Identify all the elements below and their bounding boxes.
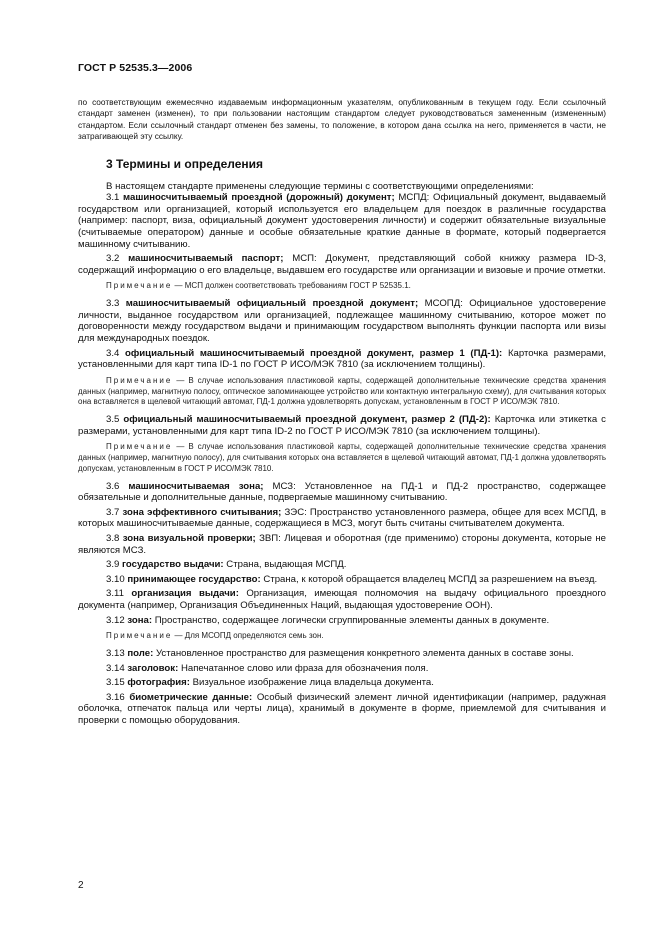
term-definition [78, 414, 606, 437]
term-number: 3.16 [106, 691, 125, 703]
note-text: — В случае использования пластиковой карты, содержащей дополнительные технические средства хранения данных (например, магнитную полосу), для считывания которых она вставляется в щелевой читающий автомат, ПД-1 должна удовлетворять допускам, установленным в ГОСТ Р ИСО/МЭК 7810. [78, 442, 606, 473]
term-name: государство выдачи: [122, 559, 224, 571]
term-name: заголовок: [127, 662, 179, 674]
term-number: 3.9 [106, 559, 120, 571]
term-number: 3.11 [106, 588, 124, 600]
note-text: — Для МСОПД определяются семь зон. [174, 631, 324, 641]
term-name: машиносчитываемый проездной (дорожный) документ; [123, 192, 395, 204]
term-definition [78, 348, 606, 371]
intro-paragraph [78, 97, 606, 143]
term-definition [78, 298, 606, 344]
note-paragraph [78, 281, 606, 292]
note-label: Примечание [106, 281, 173, 291]
note-paragraph [78, 376, 606, 408]
document-page [78, 62, 606, 730]
note-label: Примечание [106, 375, 173, 385]
term-definition [78, 648, 606, 660]
note-text: — МСП должен соответствовать требованиям ГОСТ Р 52535.1. [174, 281, 411, 291]
term-name: зона эффективного считывания; [122, 506, 282, 518]
term-text: Карточка или этикетка с размерами, установленными для карт типа ID-2 по ГОСТ Р ИСО/МЭК 7810 (за исключением толщины). [78, 414, 606, 437]
term-number: 3.13 [106, 648, 125, 660]
term-text: Напечатанное слово или фраза для обозначения поля. [180, 662, 429, 674]
term-definition [78, 559, 606, 571]
term-definition [78, 574, 606, 586]
lead-paragraph: В настоящем стандарте применены следующие термины с соответствующими определениями: [106, 180, 534, 192]
term-definition [78, 615, 606, 627]
term-text: МСЗ: Установленное на ПД-1 и ПД-2 пространство, содержащее обязательные и дополнительные данные, подвергаемые машинному считыванию. [78, 480, 606, 504]
term-number: 3.8 [106, 533, 120, 545]
term-definition [78, 481, 606, 504]
term-name: принимающее государство: [127, 573, 261, 585]
note-text: — В случае использования пластиковой карты, содержащей дополнительные технические средства хранения данных (например, магнитную полосу, оптическое запоминающее устройство или контактную интегральную схему), для считывания которых она вставляется в щелевой читающий автомат, ПД-1 должна удовлетворять допускам, установленным в ГОСТ Р ИСО/МЭК 7810. [78, 375, 606, 407]
term-definition [78, 692, 606, 727]
note-label: Примечание [106, 631, 173, 641]
term-text: Пространство, содержащее логически сгруппированные элементы данных в документе. [154, 614, 550, 626]
term-definition [78, 677, 606, 689]
term-text: Карточка размерами, установленными для карт типа ID-1 по ГОСТ Р ИСО/МЭК 7810 (за исключением толщины). [78, 347, 606, 371]
term-name: машиносчитываемый паспорт; [128, 253, 284, 265]
term-name: организация выдачи: [131, 588, 239, 600]
term-text: Особый физический элемент личной идентификации (например, радужная оболочка, отпечаток пальца или черты лица), хранимый в документе в форме, приемлемой для считывания и проверки с помощью оборудования. [78, 691, 606, 726]
term-number: 3.7 [106, 506, 120, 518]
term-definition [78, 253, 606, 276]
note-paragraph [78, 442, 606, 474]
term-definition [78, 663, 606, 675]
term-name: зона визуальной проверки; [122, 533, 256, 545]
intro-text: по соответствующим ежемесячно издаваемым информационным указателям, опубликованным в текущем году. Если ссылочный стандарт заменен (изменен), то при пользовании настоящим стандартом следует руководствоваться замененным (измененным) стандартом. Если ссылочный стандарт отменен без замены, то положение, в котором дана ссылка на него, применяется в части, не затрагивающей эту ссылку. [78, 97, 606, 142]
term-number: 3.12 [106, 614, 125, 626]
definitions-body [78, 181, 606, 727]
term-number: 3.5 [106, 414, 120, 426]
term-definition [78, 588, 606, 611]
term-number: 3.14 [106, 662, 125, 674]
term-text: Визуальное изображение лица владельца документа. [192, 677, 434, 689]
term-name: поле: [127, 648, 154, 660]
term-name: машиносчитываемый официальный проездной документ; [125, 298, 419, 310]
term-number: 3.4 [106, 347, 120, 359]
term-name: машиносчитываемая зона; [128, 480, 264, 492]
term-name: официальный машиносчитываемый проездной документ, размер 2 (ПД-2): [123, 414, 491, 426]
term-text: Установленное пространство для размещения конкретного элемента данных в составе зоны. [155, 648, 574, 660]
standard-header: ГОСТ Р 52535.3—2006 [78, 62, 193, 74]
term-text: МСОПД: Официальное удостоверение личности, выданное государством или организацией, подлежащее машинному считыванию, которое может по договоренности между государством выдачи и принимающим государством выполнять функции паспорта или визы для международных поездок. [78, 298, 606, 344]
term-text: МСПД: Официальный документ, выдаваемый государством или организацией, который используется его владельцем для поездок в различные государства (например: паспорт, виза, официальный документ удостоверения личности) и содержит обязательные визуальные (считываемые оператором) данные и особые обязательные краткие данные в формате, который подвергается машинному считыванию. [78, 192, 606, 250]
term-name: официальный машиносчитываемый проездной документ, размер 1 (ПД-1): [125, 347, 503, 359]
note-paragraph [78, 631, 606, 642]
term-number: 3.1 [106, 192, 120, 204]
note-label: Примечание [106, 442, 173, 452]
term-text: ЗВП: Лицевая и оборотная (где применимо) стороны документа, которые не являются МСЗ. [78, 533, 606, 556]
term-number: 3.3 [106, 298, 120, 310]
term-text: Организация, имеющая полномочия на выдачу официального проездного документа (например, Организация Объединенных Наций, выдающая удостоверение ООН). [78, 588, 606, 612]
term-text: ЗЭС: Пространство установленного размера, общее для всех МСПД, в которых машиносчитываемые данные, содержащиеся в МСЗ, могут быть считаны считывателем документа. [78, 506, 607, 530]
term-number: 3.15 [106, 677, 125, 689]
term-definition [78, 507, 606, 530]
term-definition [78, 533, 606, 556]
term-text: Страна, выдающая МСПД. [226, 559, 347, 571]
term-definition [78, 192, 606, 250]
term-number: 3.10 [106, 573, 125, 585]
term-number: 3.6 [106, 480, 120, 492]
term-text: МСП: Документ, представляющий собой книжку размера ID-3, содержащий информацию о его владельце, выдавшем его государстве или организации и визовые и прочие отметки. [78, 253, 606, 276]
term-number: 3.2 [106, 253, 120, 265]
term-text: Страна, к которой обращается владелец МСПД за разрешением на въезд. [263, 573, 598, 585]
page-number: 2 [78, 880, 84, 891]
term-name: зона: [127, 614, 153, 626]
section-title: 3 Термины и определения [106, 156, 264, 171]
term-name: фотография: [127, 677, 190, 689]
term-name: биометрические данные: [129, 691, 253, 703]
